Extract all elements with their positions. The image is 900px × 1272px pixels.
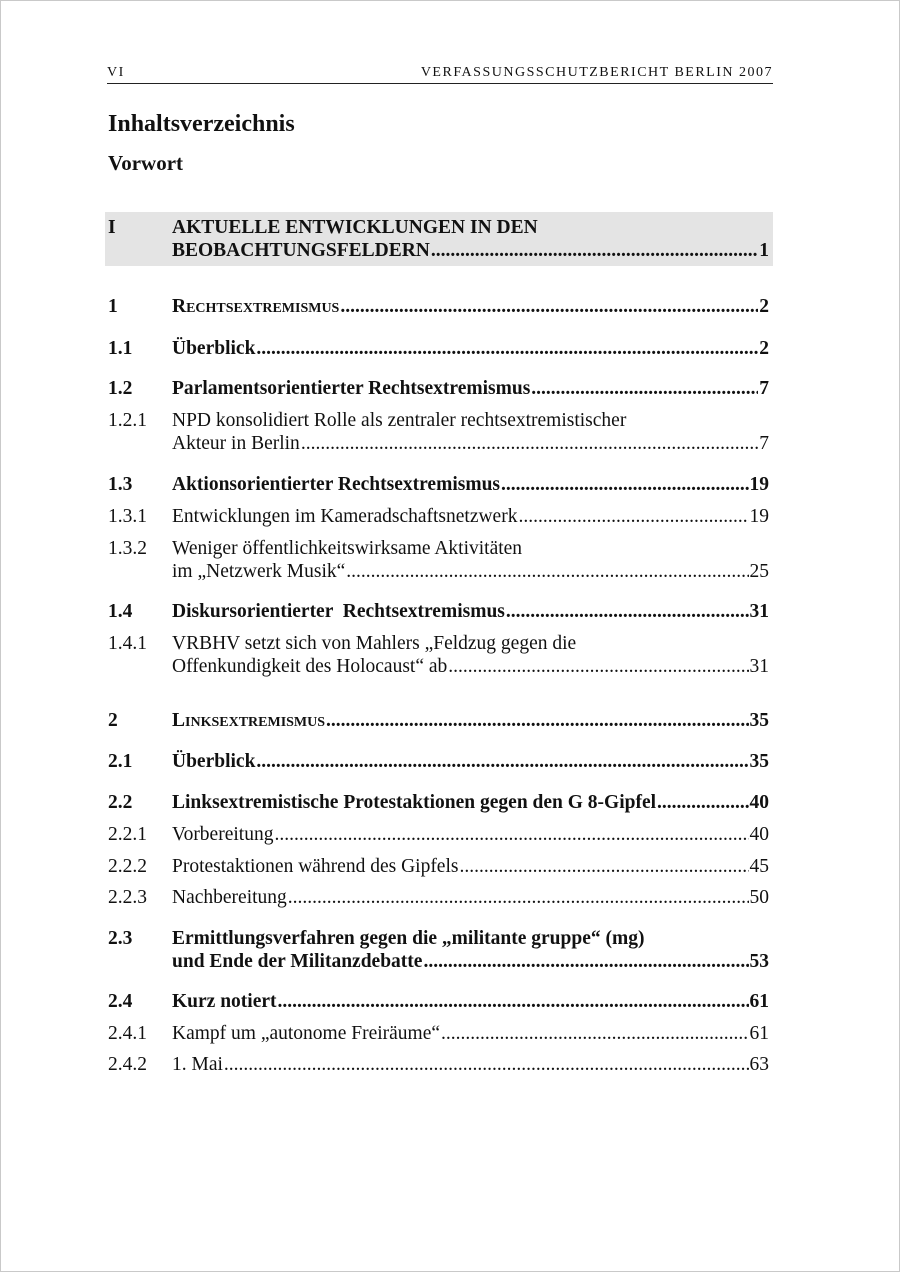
leader-dots <box>340 295 758 318</box>
toc-page-number: 2 <box>759 338 769 359</box>
running-title: VERFASSUNGSSCHUTZBERICHT BERLIN 2007 <box>420 65 773 80</box>
toc-title: Linksextremistische Protestaktionen gegen den G 8-Gipfel <box>172 792 657 813</box>
toc-number: 1.3.2 <box>108 538 147 559</box>
leader-dots <box>346 560 748 583</box>
toc-page-number: 61 <box>749 991 769 1012</box>
toc-title-line: AKTUELLE ENTWICKLUNGEN IN DEN <box>172 217 538 238</box>
toc-number: 2.3 <box>108 928 133 949</box>
toc-title: Diskursorientierter Rechtsextremismus <box>172 601 505 622</box>
toc-title: Nachbereitung <box>172 887 287 908</box>
leader-dots <box>441 1022 748 1045</box>
toc-page-number: 40 <box>749 824 769 845</box>
leader-dots <box>657 791 748 814</box>
leader-dots <box>506 600 749 623</box>
leader-dots <box>301 432 758 455</box>
toc-page-number: 7 <box>759 433 769 454</box>
toc-page-number: 25 <box>749 561 769 582</box>
toc-title-line: Weniger öffentlichkeitswirksame Aktivitäten <box>172 538 523 559</box>
toc-title-line: und Ende der Militanzdebatte <box>172 951 423 972</box>
toc-number: 2.2 <box>108 792 133 813</box>
leader-dots <box>431 239 758 262</box>
toc-title: Aktionsorientierter Rechtsextremismus <box>172 474 500 495</box>
leader-dots <box>423 950 748 973</box>
toc-page-number: 19 <box>749 474 769 495</box>
leader-dots <box>256 750 748 773</box>
toc-title-line: NPD konsolidiert Rolle als zentraler rechtsextremistischer <box>172 410 627 431</box>
toc-title-line: im „Netzwerk Musik“ <box>172 561 346 582</box>
leader-dots <box>288 886 749 909</box>
running-header <box>107 63 773 84</box>
toc-page-number: 31 <box>749 601 769 622</box>
leader-dots <box>518 505 748 528</box>
leader-dots <box>326 709 748 732</box>
leader-dots <box>278 990 749 1013</box>
toc-number: 1.3 <box>108 474 133 495</box>
toc-page-number: 50 <box>749 887 769 908</box>
toc-number: 2.4.2 <box>108 1054 147 1075</box>
toc-number: 2.4 <box>108 991 133 1012</box>
toc-page-number: 31 <box>749 656 769 677</box>
page-numeral: VI <box>107 65 125 80</box>
toc-number: 2.2.1 <box>108 824 147 845</box>
toc-page-number: 61 <box>749 1023 769 1044</box>
leader-dots <box>274 823 748 846</box>
toc-title: Überblick <box>172 751 256 772</box>
toc-page-number: 19 <box>749 506 769 527</box>
toc-number: I <box>108 217 116 238</box>
toc-page-number: 53 <box>749 951 769 972</box>
leader-dots <box>501 473 749 496</box>
toc-number: 2.2.2 <box>108 856 147 877</box>
toc-number: 2.2.3 <box>108 887 147 908</box>
toc-page-number: 7 <box>759 378 769 399</box>
toc-title: Vorbereitung <box>172 824 274 845</box>
toc-title: Parlamentsorientierter Rechtsextremismus <box>172 378 531 399</box>
toc-entry-I[interactable] <box>105 212 773 266</box>
leader-dots <box>224 1053 749 1076</box>
toc-number: 2.1 <box>108 751 133 772</box>
toc-title: 1. Mai <box>172 1054 223 1075</box>
toc-number: 1.4 <box>108 601 133 622</box>
toc-title: Kurz notiert <box>172 991 277 1012</box>
toc-number: 1.4.1 <box>108 633 147 654</box>
page-title: Inhaltsverzeichnis <box>108 111 295 137</box>
toc-page-number: 35 <box>749 751 769 772</box>
toc-number: 1.1 <box>108 338 133 359</box>
toc-title: Überblick <box>172 338 256 359</box>
toc-page-number: 40 <box>749 792 769 813</box>
toc-number: 2 <box>108 710 118 731</box>
toc-title: Entwicklungen im Kameradschaftsnetzwerk <box>172 506 518 527</box>
toc-number: 1.3.1 <box>108 506 147 527</box>
leader-dots <box>448 655 748 678</box>
toc-number: 1.2.1 <box>108 410 147 431</box>
foreword-heading: Vorwort <box>108 151 184 175</box>
toc-number: 1 <box>108 296 118 317</box>
toc-page-number: 1 <box>759 240 769 261</box>
leader-dots <box>531 377 758 400</box>
toc-title-line: VRBHV setzt sich von Mahlers „Feldzug gegen die <box>172 633 577 654</box>
leader-dots <box>256 337 758 360</box>
toc-title: Protestaktionen während des Gipfels <box>172 856 459 877</box>
toc-title: Kampf um „autonome Freiräume“ <box>172 1023 441 1044</box>
toc-title: Rechtsextremismus <box>172 296 340 317</box>
toc-title-line: Offenkundigkeit des Holocaust“ ab <box>172 656 448 677</box>
toc-title-line: BEOBACHTUNGSFELDERN <box>172 240 430 261</box>
toc-page-number: 45 <box>749 856 769 877</box>
toc-number: 2.4.1 <box>108 1023 147 1044</box>
toc-page-number: 35 <box>749 710 769 731</box>
leader-dots <box>459 855 748 878</box>
toc-page-number: 63 <box>749 1054 769 1075</box>
toc-number: 1.2 <box>108 378 133 399</box>
toc-page-number: 2 <box>759 296 769 317</box>
toc-title-line: Akteur in Berlin <box>172 433 300 454</box>
toc-title: Linksextremismus <box>172 710 326 731</box>
toc-title-line: Ermittlungsverfahren gegen die „militante gruppe“ (mg) <box>172 928 645 949</box>
